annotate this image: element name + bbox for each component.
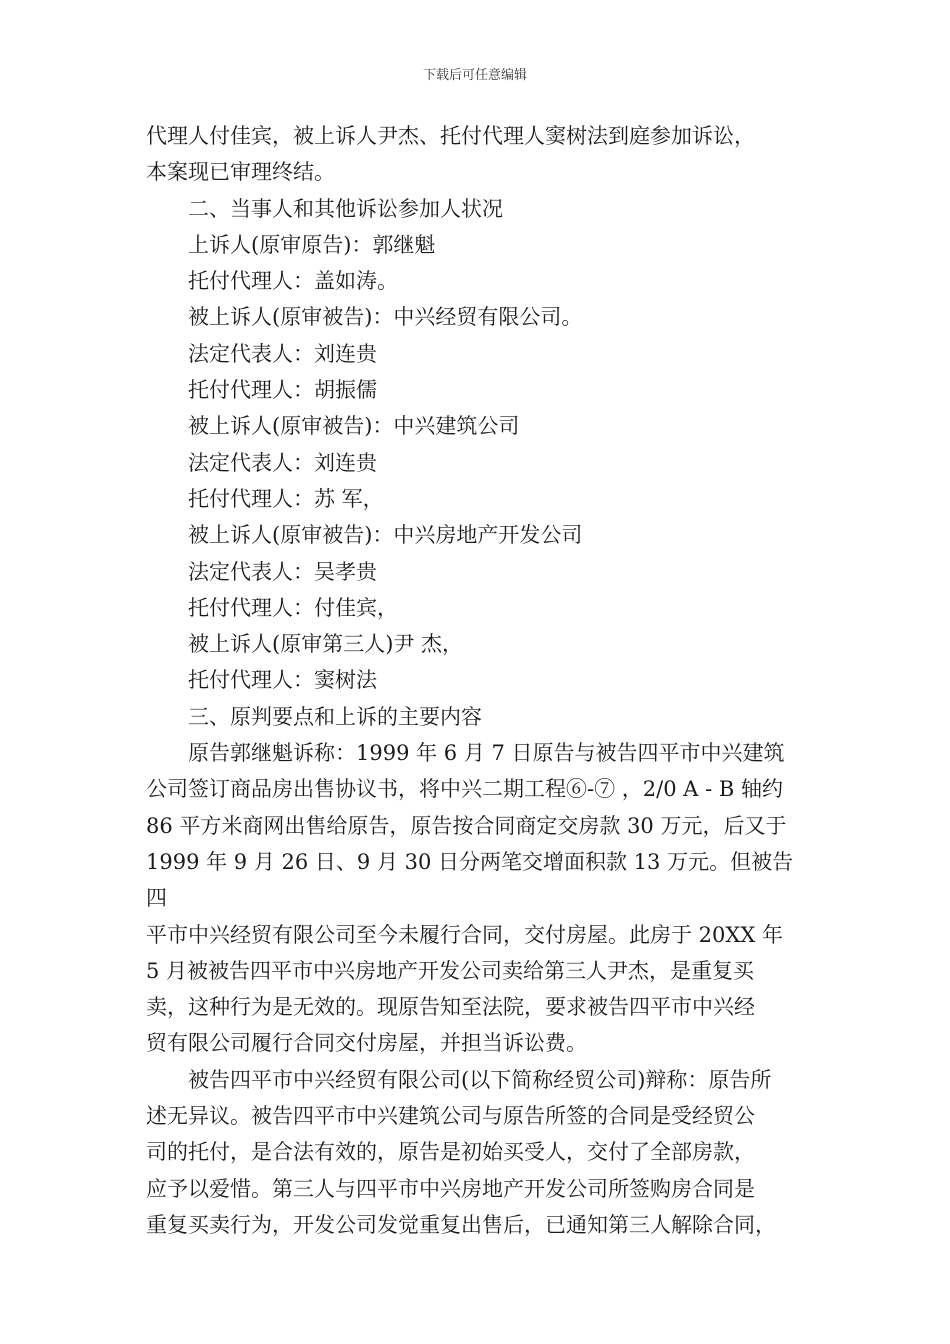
text-line: 法定代表人：刘连贵 [188, 450, 377, 475]
text-line: 上诉人(原审原告)：郭继魁 [188, 232, 436, 257]
text-line: 原告郭继魁诉称：1999 年 6 月 7 日原告与被告四平市中兴建筑 [188, 741, 785, 766]
document-body [146, 118, 811, 1243]
text-line: 贸有限公司履行合同交付房屋，并担当诉讼费。 [146, 1031, 587, 1056]
text-line: 卖，这种行为是无效的。现原告知至法院，要求被告四平市中兴经 [146, 995, 755, 1020]
text-line: 被上诉人(原审被告)：中兴经贸有限公司。 [188, 305, 583, 330]
text-line: 述无异议。被告四平市中兴建筑公司与原告所签的合同是受经贸公 [146, 1104, 755, 1129]
page-header: 下载后可任意编辑 [422, 68, 527, 83]
text-line: 托付代理人：付佳宾， [188, 595, 398, 620]
text-line: 1999 年 9 月 26 日、9 月 30 日分两笔交增面积款 13 万元。但被告四 [146, 849, 794, 911]
text-line: 法定代表人：吴孝贵 [188, 559, 377, 584]
text-line: 二、当事人和其他诉讼参加人状况 [188, 196, 503, 221]
text-line: 本案现已审理终结。 [146, 160, 335, 185]
text-line: 被上诉人(原审第三人)尹 杰， [188, 632, 464, 657]
text-line: 托付代理人：窦树法 [188, 668, 377, 693]
text-line: 应予以爱惜。第三人与四平市中兴房地产开发公司所签购房合同是 [146, 1176, 755, 1201]
text-line: 托付代理人：盖如涛。 [188, 269, 398, 294]
text-line: 司的托付，是合法有效的，原告是初始买受人，交付了全部房款， [146, 1140, 755, 1165]
text-line: 重复买卖行为，开发公司发觉重复出售后，已通知第三人解除合同， [146, 1212, 776, 1237]
text-line: 托付代理人：苏 军， [188, 486, 384, 511]
text-line: 被上诉人(原审被告)：中兴建筑公司 [188, 414, 520, 439]
text-line: 被告四平市中兴经贸有限公司(以下简称经贸公司)辩称：原告所 [188, 1067, 772, 1092]
text-line: 托付代理人：胡振儒 [188, 378, 377, 403]
text-line: 平市中兴经贸有限公司至今未履行合同，交付房屋。此房于 20XX 年 [146, 922, 783, 947]
text-line: 5 月被被告四平市中兴房地产开发公司卖给第三人尹杰，是重复买 [146, 958, 755, 983]
text-line: 法定代表人：刘连贵 [188, 341, 377, 366]
text-line: 被上诉人(原审被告)：中兴房地产开发公司 [188, 523, 583, 548]
text-line: 86 平方米商网出售给原告，原告按合同商定交房款 30 万元，后又于 [146, 813, 787, 838]
text-line: 三、原判要点和上诉的主要内容 [188, 704, 482, 729]
text-line: 代理人付佳宾，被上诉人尹杰、托付代理人窦树法到庭参加诉讼， [146, 124, 755, 148]
text-line: 公司签订商品房出售协议书，将中兴二期工程⑥-⑦ ，2/0 A - B 轴约 [146, 777, 783, 802]
